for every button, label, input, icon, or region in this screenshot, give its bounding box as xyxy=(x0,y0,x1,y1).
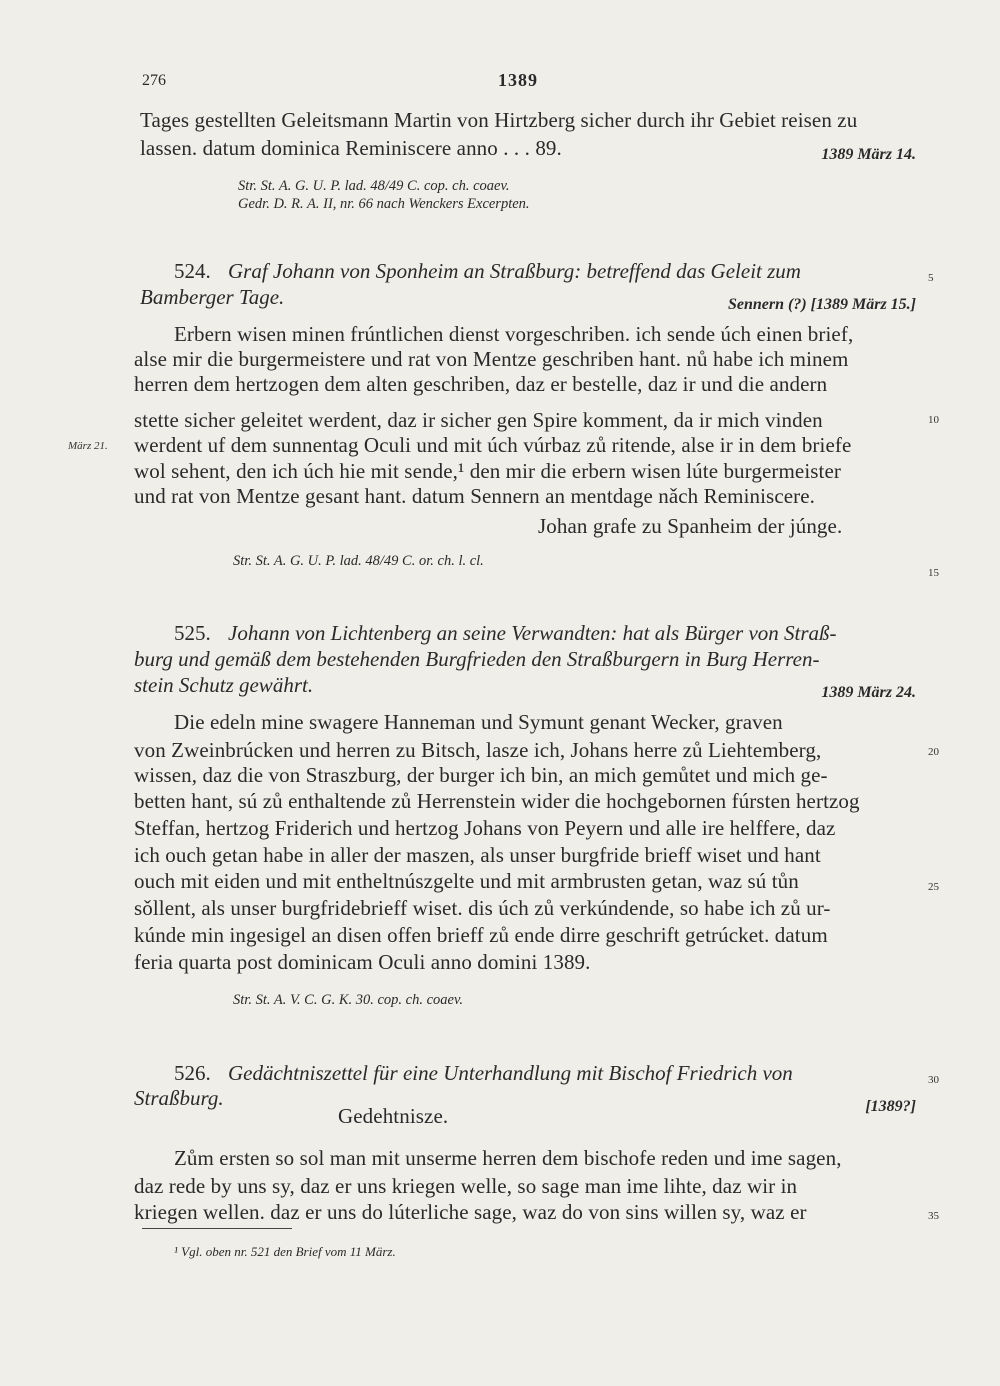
document-title: burg und gemäß dem bestehenden Burgfrieden den Straßburgern in Burg Herren- xyxy=(134,647,820,671)
footnote: ¹ Vgl. oben nr. 521 den Brief vom 11 März. xyxy=(174,1244,396,1259)
line-number: 20 xyxy=(928,746,939,758)
document-number: 524. xyxy=(174,259,211,283)
text-line: Die edeln mine swagere Hanneman und Symunt genant Wecker, graven xyxy=(174,710,783,734)
text-line: kriegen wellen. daz er uns do lúterliche sage, waz do von sins willen sy, waz er xyxy=(134,1200,807,1224)
document-date: 1389 März 14. xyxy=(821,146,916,163)
text-line: kúnde min ingesigel an disen offen brieff zů ende dirre geschrift getrúcket. datum xyxy=(134,923,828,947)
text-line: sǒllent, als unser burgfridebrieff wiset. dis úch zů verkúndende, so habe ich zů ur- xyxy=(134,896,831,920)
text-line: alse mir die burgermeistere und rat von Mentze geschriben hant. nů habe ich minem xyxy=(134,347,849,371)
text-line: und rat von Mentze gesant hant. datum Sennern an mentdage nǎch Reminiscere. xyxy=(134,484,816,508)
running-head-year: 1389 xyxy=(498,70,538,90)
line-number: 30 xyxy=(928,1074,939,1086)
line-number: 10 xyxy=(928,414,939,426)
document-number: 525. xyxy=(174,621,211,645)
source-line: Gedr. D. R. A. II, nr. 66 nach Wenckers Excerpten. xyxy=(238,196,530,212)
text-line: betten hant, sú zů enthaltende zů Herrenstein wider die hochgebornen fúrsten hertzog xyxy=(134,789,860,813)
text-line: werdent uf dem sunnentag Oculi und mit úch vúrbaz zů ritende, alse ir in dem briefe xyxy=(134,433,852,457)
line-number: 5 xyxy=(928,272,934,284)
text-line: wissen, daz die von Straszburg, der burger ich bin, an mich gemůtet und mich ge- xyxy=(134,763,828,787)
document-title: Johann von Lichtenberg an seine Verwandten: hat als Bürger von Straß- xyxy=(228,621,837,645)
document-title: Graf Johann von Sponheim an Straßburg: betreffend das Geleit zum xyxy=(228,259,801,283)
signature: Johan grafe zu Spanheim der júnge. xyxy=(538,514,843,538)
text-line: feria quarta post dominicam Oculi anno domini 1389. xyxy=(134,950,591,974)
source-line: Str. St. A. G. U. P. lad. 48/49 C. cop. ch. coaev. xyxy=(238,178,510,194)
source-line: Str. St. A. V. C. G. K. 30. cop. ch. coaev. xyxy=(233,992,463,1008)
text-line: ich ouch getan habe in aller der maszen, als unser burgfride brieff wiset und hant xyxy=(134,843,821,867)
document-date: Sennern (?) [1389 März 15.] xyxy=(727,296,916,313)
margin-note: März 21. xyxy=(68,440,108,452)
line-number: 25 xyxy=(928,881,939,893)
source-line: Str. St. A. G. U. P. lad. 48/49 C. or. ch. l. cl. xyxy=(233,553,484,569)
document-number: 526. xyxy=(174,1061,211,1085)
document-title: stein Schutz gewährt. xyxy=(134,673,314,697)
line-number: 15 xyxy=(928,567,939,579)
text-line: Erbern wisen minen frúntlichen dienst vorgeschriben. ich sende úch einen brief, xyxy=(174,322,854,346)
document-date: [1389?] xyxy=(865,1098,916,1115)
text-line: ouch mit eiden und mit entheltnúszgelte und mit armbrusten getan, waz sú tůn xyxy=(134,869,799,893)
text-line: stette sicher geleitet werdent, daz ir sicher gen Spire komment, da ir mich vinden xyxy=(134,408,823,432)
text-line: Tages gestellten Geleitsmann Martin von Hirtzberg sicher durch ihr Gebiet reisen zu xyxy=(140,108,858,132)
document-subtitle: Gedehtnisze. xyxy=(338,1104,449,1128)
page-number: 276 xyxy=(142,72,166,89)
text-line: Zům ersten so sol man mit unserme herren dem bischofe reden und ime sagen, xyxy=(174,1146,842,1170)
text-line: lassen. datum dominica Reminiscere anno . . . 89. xyxy=(140,136,562,160)
text-line: Steffan, hertzog Friderich und hertzog Johans von Peyern und alle ire helffere, daz xyxy=(134,816,836,840)
document-date: 1389 März 24. xyxy=(821,684,916,701)
text-line: daz rede by uns sy, daz er uns kriegen welle, so sage man ime lihte, daz wir in xyxy=(134,1174,798,1198)
document-title: Gedächtniszettel für eine Unterhandlung mit Bischof Friedrich von xyxy=(228,1061,793,1085)
document-title: Straßburg. xyxy=(134,1086,224,1110)
text-line: von Zweinbrúcken und herren zu Bitsch, lasze ich, Johans herre zů Liehtemberg, xyxy=(134,738,822,762)
footnote-rule xyxy=(142,1228,292,1229)
text-line: wol sehent, den ich úch hie mit sende,¹ den mir die erbern wisen lúte burgermeister xyxy=(134,459,842,483)
document-title: Bamberger Tage. xyxy=(140,285,285,309)
line-number: 35 xyxy=(928,1210,939,1222)
text-line: herren dem hertzogen dem alten geschriben, daz er bestelle, daz ir und die andern xyxy=(134,372,828,396)
